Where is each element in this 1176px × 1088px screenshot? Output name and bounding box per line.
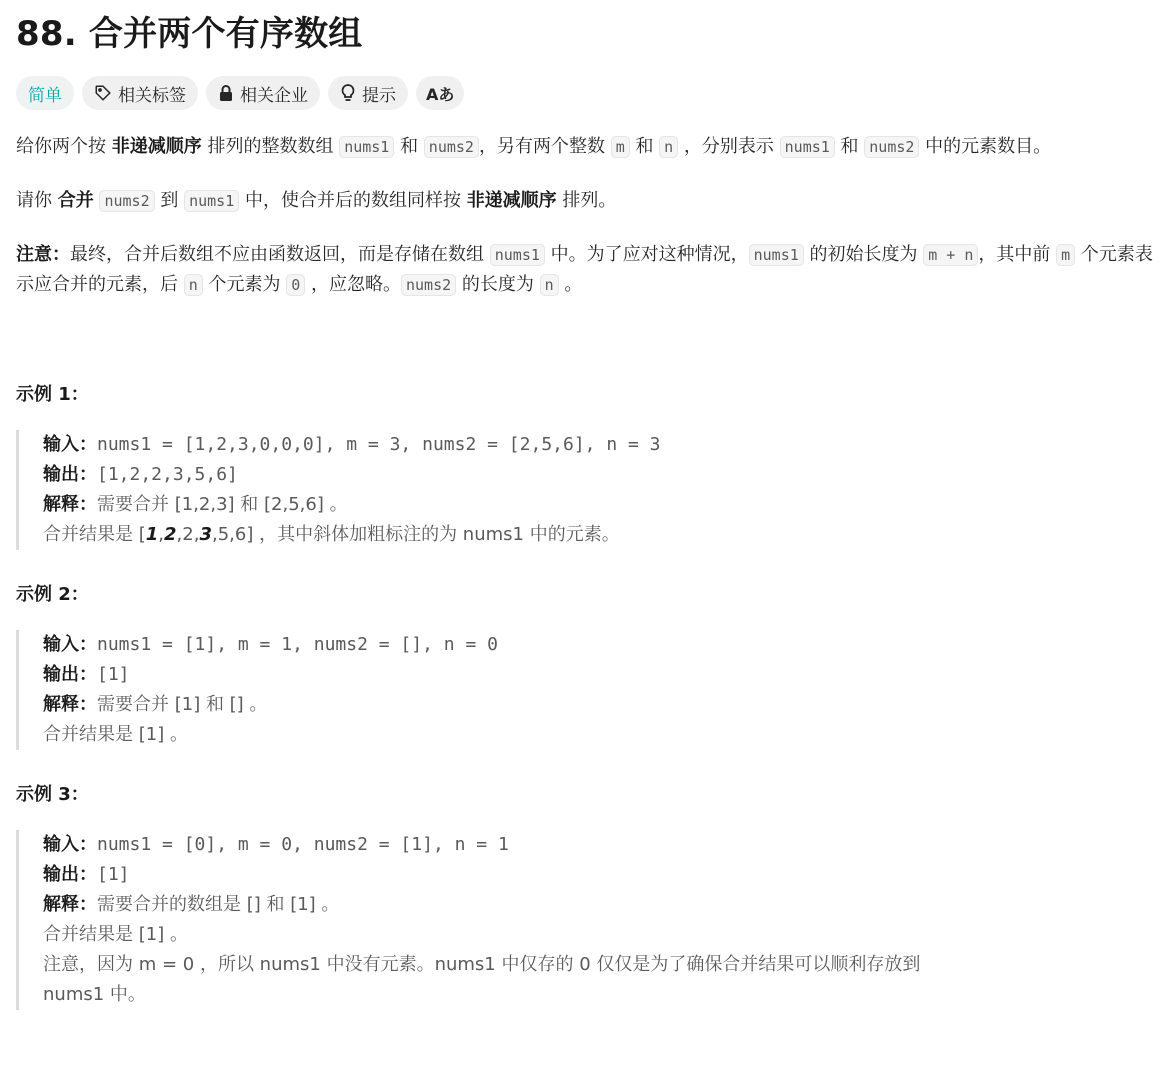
example-1-title: 示例 1：: [16, 384, 89, 405]
problem-title: 88. 合并两个有序数组: [16, 14, 363, 54]
font-size-button[interactable]: [416, 76, 464, 110]
example-2-explain: 解释：需要合并 [1] 和 [] 。: [43, 694, 268, 715]
example-1: [16, 380, 1160, 550]
example-2-input: 输入：nums1 = [1], m = 1, nums2 = [], n = 0: [43, 634, 498, 655]
example-3-explain: 解释：需要合并的数组是 [] 和 [1] 。: [43, 894, 340, 915]
example-2-result: 合并结果是 [1] 。: [43, 724, 188, 745]
example-3-block: [16, 830, 1160, 1010]
tag-icon: [94, 84, 112, 102]
translate-font-icon: Aあ: [426, 84, 455, 104]
tag-bar: [16, 76, 1160, 110]
example-2: [16, 580, 1160, 750]
example-2-title: 示例 2：: [16, 584, 89, 605]
example-2-block: [16, 630, 1160, 750]
hint-button[interactable]: [328, 76, 408, 110]
hint-label: 提示: [362, 85, 396, 106]
example-3-result: 合并结果是 [1] 。: [43, 924, 188, 945]
related-tags-button[interactable]: [82, 76, 198, 110]
lock-icon: [218, 84, 234, 102]
example-3-input: 输入：nums1 = [0], m = 0, nums2 = [1], n = 1: [43, 834, 509, 855]
example-1-result: 合并结果是 [1,2,2,3,5,6] ，其中斜体加粗标注的为 nums1 中的元素。: [43, 524, 620, 545]
example-1-explain: 解释：需要合并 [1,2,3] 和 [2,5,6] 。: [43, 494, 348, 515]
example-3: [16, 780, 1160, 1010]
description-paragraph-2: 请你 合并 nums2 到 nums1 中，使合并后的数组同样按 非递减顺序 排列。: [16, 190, 617, 211]
example-3-note-continued: nums1 中。: [43, 984, 146, 1005]
related-companies-label: 相关企业: [240, 85, 308, 106]
description-note: 注意：最终，合并后数组不应由函数返回，而是存储在数组 nums1 中。为了应对这种情况， nums1 的初始长度为 m + n ，其中前 m 个元素表示应合并的元素，后 n 个元素为 0 ，应忽略。 nums2 的长度为 n 。: [16, 244, 1153, 295]
difficulty-label: 简单: [28, 85, 62, 106]
example-2-output: 输出：[1]: [43, 664, 130, 685]
example-3-note: 注意，因为 m = 0 ，所以 nums1 中没有元素。nums1 中仅存的 0 仅仅是为了确保合并结果可以顺利存放到: [43, 954, 921, 975]
example-3-title: 示例 3：: [16, 784, 89, 805]
description-paragraph-1: 给你两个按 非递减顺序 排列的整数数组 nums1 和 nums2 ，另有两个整数 m 和 n ，分别表示 nums1 和 nums2 中的元素数目。: [16, 136, 1052, 157]
example-1-block: [16, 430, 1160, 550]
related-companies-button[interactable]: [206, 76, 320, 110]
example-3-output: 输出：[1]: [43, 864, 130, 885]
example-1-output: 输出：[1,2,2,3,5,6]: [43, 464, 238, 485]
lightbulb-icon: [340, 83, 356, 103]
related-tags-label: 相关标签: [118, 85, 186, 106]
example-1-input: 输入：nums1 = [1,2,3,0,0,0], m = 3, nums2 = [2,5,6], n = 3: [43, 434, 661, 455]
difficulty-badge[interactable]: [16, 76, 74, 110]
